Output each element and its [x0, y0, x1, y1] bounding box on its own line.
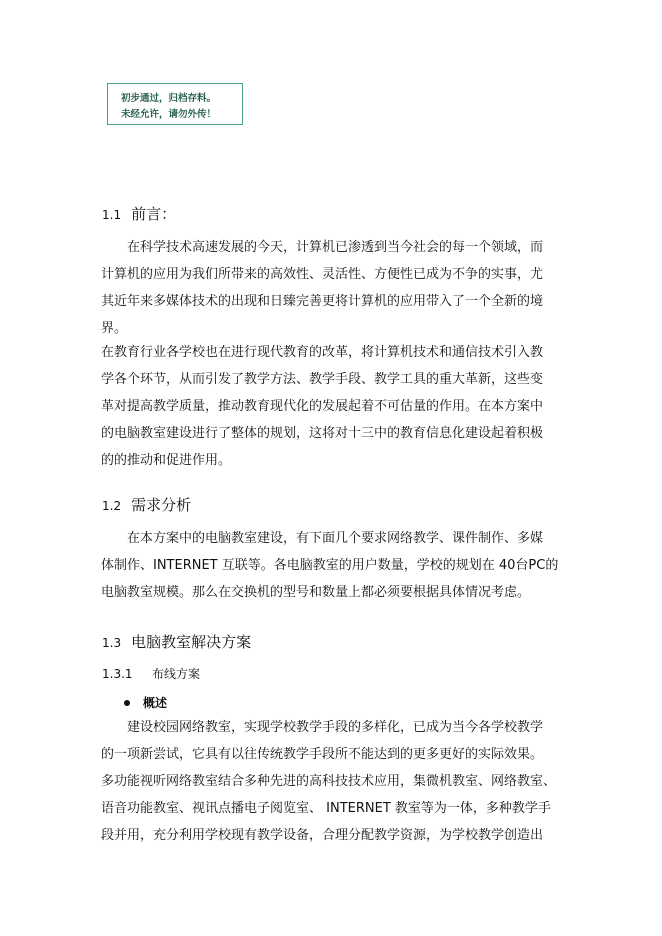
text-line: 在科学技术高速发展的今天，计算机已渗透到当今社会的每一个领域，而 — [127, 240, 544, 255]
text-line: 的一项新尝试，它具有以往传统教学手段所不能达到的更多更好的实际效果。 — [101, 747, 544, 762]
bullet-dot-icon — [124, 700, 130, 706]
section-heading-solution — [102, 632, 251, 653]
section-heading-requirements — [102, 495, 191, 516]
text-line: 计算机的应用为我们所带来的高效性、灵活性、方便性已成为不争的实事，尤 — [101, 267, 544, 282]
notice-line-1: 初步通过，归档存料。 — [121, 93, 217, 104]
section-title: 需求分析 — [131, 496, 192, 514]
text-line: 革对提高教学质量，推动教育现代化的发展起着不可估量的作用。在本方案中 — [101, 399, 544, 414]
subsection-number: 1.3.1 — [102, 667, 133, 681]
text-line: 在教育行业各学校也在进行现代教育的改革，将计算机技术和通信技术引入教 — [101, 345, 544, 360]
section-number: 1.1 — [102, 208, 122, 222]
text-line: 多功能视听网络教室结合多种先进的高科技技术应用，集微机教室、网络教室、 — [101, 774, 557, 789]
text-line: 段并用，充分利用学校现有教学设备，合理分配教学资源，为学校教学创造出 — [101, 828, 544, 843]
bullet-overview — [124, 693, 167, 713]
section-title: 电脑教室解决方案 — [131, 633, 252, 651]
text-line: 在本方案中的电脑教室建设，有下面几个要求网络教学、课件制作、多媒 — [127, 531, 544, 546]
document-notice-box — [107, 83, 243, 125]
subsection-title: 布线方案 — [152, 667, 201, 681]
subsection-heading-cabling — [102, 664, 200, 684]
paragraph-preface-2 — [101, 339, 557, 474]
paragraph-preface-1 — [101, 234, 557, 342]
text-line: 界。 — [101, 321, 128, 336]
section-title: 前言： — [131, 205, 177, 223]
section-heading-preface — [102, 204, 176, 225]
paragraph-overview — [101, 714, 557, 849]
text-line: 其近年来多媒体技术的出现和日臻完善更将计算机的应用带入了一个全新的境 — [101, 294, 544, 309]
text-line: 电脑教室规模。那么在交换机的型号和数量上都必须要根据具体情况考虑。 — [101, 585, 531, 600]
section-number: 1.3 — [102, 636, 122, 650]
bullet-label: 概述 — [143, 696, 168, 710]
text-line: 学各个环节，从而引发了教学方法、教学手段、教学工具的重大革新，这些变 — [101, 372, 544, 387]
text-line: 建设校园网络教室，实现学校教学手段的多样化，已成为当今各学校教学 — [127, 720, 544, 735]
section-number: 1.2 — [102, 499, 122, 513]
text-line: 的的推动和促进作用。 — [101, 453, 232, 468]
text-line: 体制作、INTERNET 互联等。各电脑教室的用户数量，学校的规划在 40台PC的 — [101, 558, 559, 573]
text-line: 语音功能教室、视讯点播电子阅览室、 INTERNET 教室等为一体，多种教学手 — [101, 801, 551, 816]
paragraph-requirements — [101, 525, 557, 606]
text-line: 的电脑教室建设进行了整体的规划，这将对十三中的教育信息化建设起着积极 — [101, 426, 544, 441]
notice-line-2: 未经允许，请勿外传！ — [121, 109, 217, 120]
